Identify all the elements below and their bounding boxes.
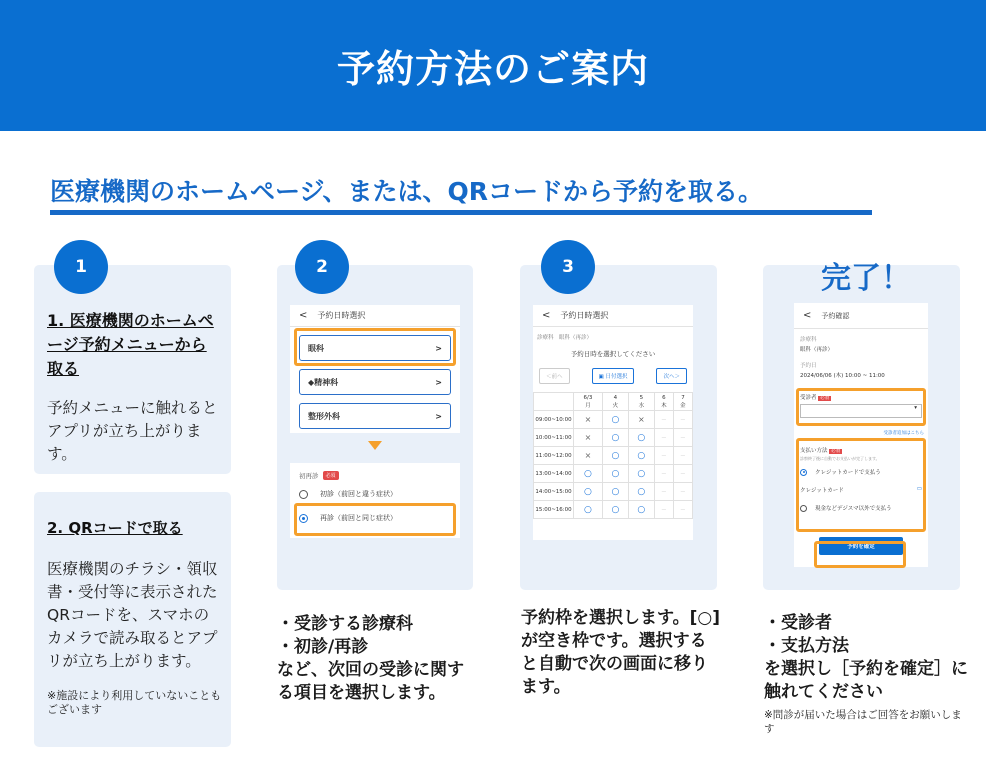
slot-time: 15:00~16:00	[534, 501, 574, 519]
radio-label: クレジットカードで支払う	[815, 470, 881, 476]
calendar-icon: ▣	[598, 374, 606, 380]
schedule-table	[533, 392, 693, 519]
slot-time: 09:00~10:00	[534, 411, 574, 429]
method2-body: 医療機関のチラシ・領収書・受付等に表示されたQRコードを、スマホのカメラで読み取るとアプリが立ち上がります。	[47, 560, 218, 670]
highlight-patient	[796, 388, 926, 426]
radio-label: 再診（前回と同じ症状）	[320, 514, 397, 522]
dept-label: ◆精神科	[308, 377, 339, 387]
slot-unavailable: －	[654, 429, 673, 447]
section-subtitle: 医療機関のホームページ、または、QRコードから予約を取る。	[50, 177, 764, 206]
visit-type-row	[290, 463, 460, 484]
radio-label: 初診（前回と違う症状）	[320, 490, 397, 498]
slot-available[interactable]: ○	[574, 501, 603, 519]
schedule-row	[534, 483, 693, 501]
schedule-row	[534, 447, 693, 465]
slot-unavailable: －	[673, 429, 692, 447]
confirm-button[interactable]: 予約を確定	[819, 537, 903, 555]
slot-time: 10:00~11:00	[534, 429, 574, 447]
slot-available[interactable]: ○	[628, 447, 654, 465]
method1-title: 1. 医療機関のホームページ予約メニューから取る	[47, 311, 214, 378]
add-patient-link[interactable]: 受診者追加はこちら	[883, 431, 924, 436]
schedule-header-row	[534, 393, 693, 411]
date-pick-label: 日付選択	[605, 374, 628, 380]
day-header: 4 火	[602, 393, 628, 411]
dept-label: 整形外科	[308, 411, 340, 421]
slot-time: 11:00~12:00	[534, 447, 574, 465]
slot-available[interactable]: ○	[602, 447, 628, 465]
dept-value: 眼科（再診）	[800, 347, 834, 353]
arrow-down-icon	[368, 441, 382, 450]
highlight-payment	[796, 438, 926, 532]
subtitle-underline	[50, 210, 872, 215]
patient-label: 受診者	[800, 395, 817, 401]
slot-unavailable: －	[673, 447, 692, 465]
date-pick-button[interactable]	[592, 368, 635, 384]
next-button[interactable]: 次へ＞	[656, 368, 687, 384]
schedule-row	[534, 501, 693, 519]
schedule-row	[534, 411, 693, 429]
screen-title: 予約確認	[821, 311, 850, 320]
slot-available[interactable]: ○	[628, 501, 654, 519]
slot-time: 14:00~15:00	[534, 483, 574, 501]
required-badge: 必須	[831, 449, 841, 454]
date-prompt: 予約日時を選択してください	[570, 350, 656, 358]
step4-caption: ・受診者 ・支払方法 を選択し［予約を確定］に触れてください	[764, 613, 968, 702]
step3-caption: 予約枠を選択します。[○]が空き枠です。選択すると自動で次の画面に移ります。	[521, 608, 721, 697]
day-header: 6/3 月	[574, 393, 603, 411]
chevron-right-icon: >	[435, 343, 442, 353]
payment-desc: 診察終了後に自動でお支払いが完了します。	[800, 456, 880, 461]
dept-info	[794, 329, 928, 353]
slot-available[interactable]: ○	[628, 429, 654, 447]
slot-unavailable: －	[654, 411, 673, 429]
header-banner	[0, 0, 986, 131]
day-header: 6 木	[654, 393, 673, 411]
card-label: クレジットカード	[800, 488, 844, 494]
slot-available[interactable]: ○	[602, 411, 628, 429]
slot-available[interactable]: ○	[602, 429, 628, 447]
screen-header	[533, 305, 693, 327]
prev-button[interactable]: ＜前へ	[539, 368, 570, 384]
method2-note: ※施設により利用していないこともございます	[47, 689, 222, 716]
highlight-visit-type	[294, 503, 456, 536]
step-1-badge: 1	[54, 240, 108, 294]
day-header: 5 水	[628, 393, 654, 411]
slot-available[interactable]: ○	[574, 483, 603, 501]
chevron-right-icon: >	[435, 377, 442, 387]
visit-type-label: 初再診	[299, 472, 319, 480]
back-arrow-icon[interactable]: <	[299, 310, 308, 321]
step4-note: ※問診が届いた場合はご回答をお願いします	[764, 709, 962, 735]
slot-unavailable: －	[654, 483, 673, 501]
chevron-right-icon: >	[435, 411, 442, 421]
completion-label: 完了！	[821, 261, 911, 296]
radio-label: 現金などデジスマ以外で支払う	[815, 506, 892, 512]
slot-available[interactable]: ○	[602, 483, 628, 501]
dept-option-psychiatry[interactable]	[299, 369, 451, 395]
datetime-value: 2024/06/06 (木) 10:00 ~ 11:00	[800, 373, 885, 379]
dept-option-orthopedics[interactable]	[299, 403, 451, 429]
method1-body: 予約メニューに触れるとアプリが立ち上がります。	[47, 399, 218, 463]
slot-unavailable: －	[654, 447, 673, 465]
slot-unavailable: ×	[574, 411, 603, 429]
highlight-dept	[294, 328, 456, 366]
card-brand-icon: ▭	[916, 486, 922, 492]
schedule-row	[534, 465, 693, 483]
radio-first-visit[interactable]	[290, 484, 460, 504]
page-title: 予約方法のご案内	[336, 47, 649, 91]
slot-unavailable: －	[673, 483, 692, 501]
highlight-confirm	[814, 541, 906, 568]
screen-header	[794, 303, 928, 329]
screen-title: 予約日時選択	[317, 311, 366, 320]
day-header: 7 金	[673, 393, 692, 411]
dept-label: 眼科	[308, 343, 324, 353]
payment-label: 支払い方法	[800, 448, 828, 454]
datetime-label: 予約日	[800, 363, 817, 369]
schedule-row	[534, 429, 693, 447]
slot-unavailable: －	[654, 465, 673, 483]
step3-phone-screen	[533, 305, 693, 540]
step-3-badge: 3	[541, 240, 595, 294]
radio-empty-icon	[299, 490, 308, 499]
slot-available[interactable]: ○	[574, 465, 603, 483]
step-2-badge: 2	[295, 240, 349, 294]
slot-unavailable: ×	[574, 447, 603, 465]
required-badge: 必須	[820, 396, 830, 401]
screen-header	[290, 305, 460, 327]
back-arrow-icon[interactable]: <	[542, 310, 551, 321]
screen-title: 予約日時選択	[560, 311, 609, 320]
datetime-info	[794, 353, 928, 379]
slot-available[interactable]: ○	[602, 501, 628, 519]
slot-available[interactable]: ○	[628, 465, 654, 483]
corner-cell	[534, 393, 574, 411]
method2-title: 2. QRコードで取る	[47, 519, 183, 537]
back-arrow-icon[interactable]: <	[803, 310, 812, 321]
step2-phone-screen-top	[290, 305, 460, 433]
slot-available[interactable]: ○	[602, 465, 628, 483]
slot-unavailable: ×	[574, 429, 603, 447]
slot-available[interactable]: ○	[628, 483, 654, 501]
dept-label: 診療科	[800, 337, 817, 343]
step2-caption: ・受診する診療科 ・初診/再診 など、次回の受診に関する項目を選択します。	[277, 614, 464, 703]
required-badge: 必須	[323, 471, 339, 480]
date-nav	[533, 368, 693, 392]
dept-info: 診療科 眼科（再診）	[537, 335, 593, 341]
slot-unavailable: －	[654, 501, 673, 519]
slot-time: 13:00~14:00	[534, 465, 574, 483]
chevron-down-icon: ▾	[914, 405, 917, 411]
slot-unavailable: ×	[628, 411, 654, 429]
slot-unavailable: －	[673, 501, 692, 519]
slot-unavailable: －	[673, 411, 692, 429]
slot-unavailable: －	[673, 465, 692, 483]
